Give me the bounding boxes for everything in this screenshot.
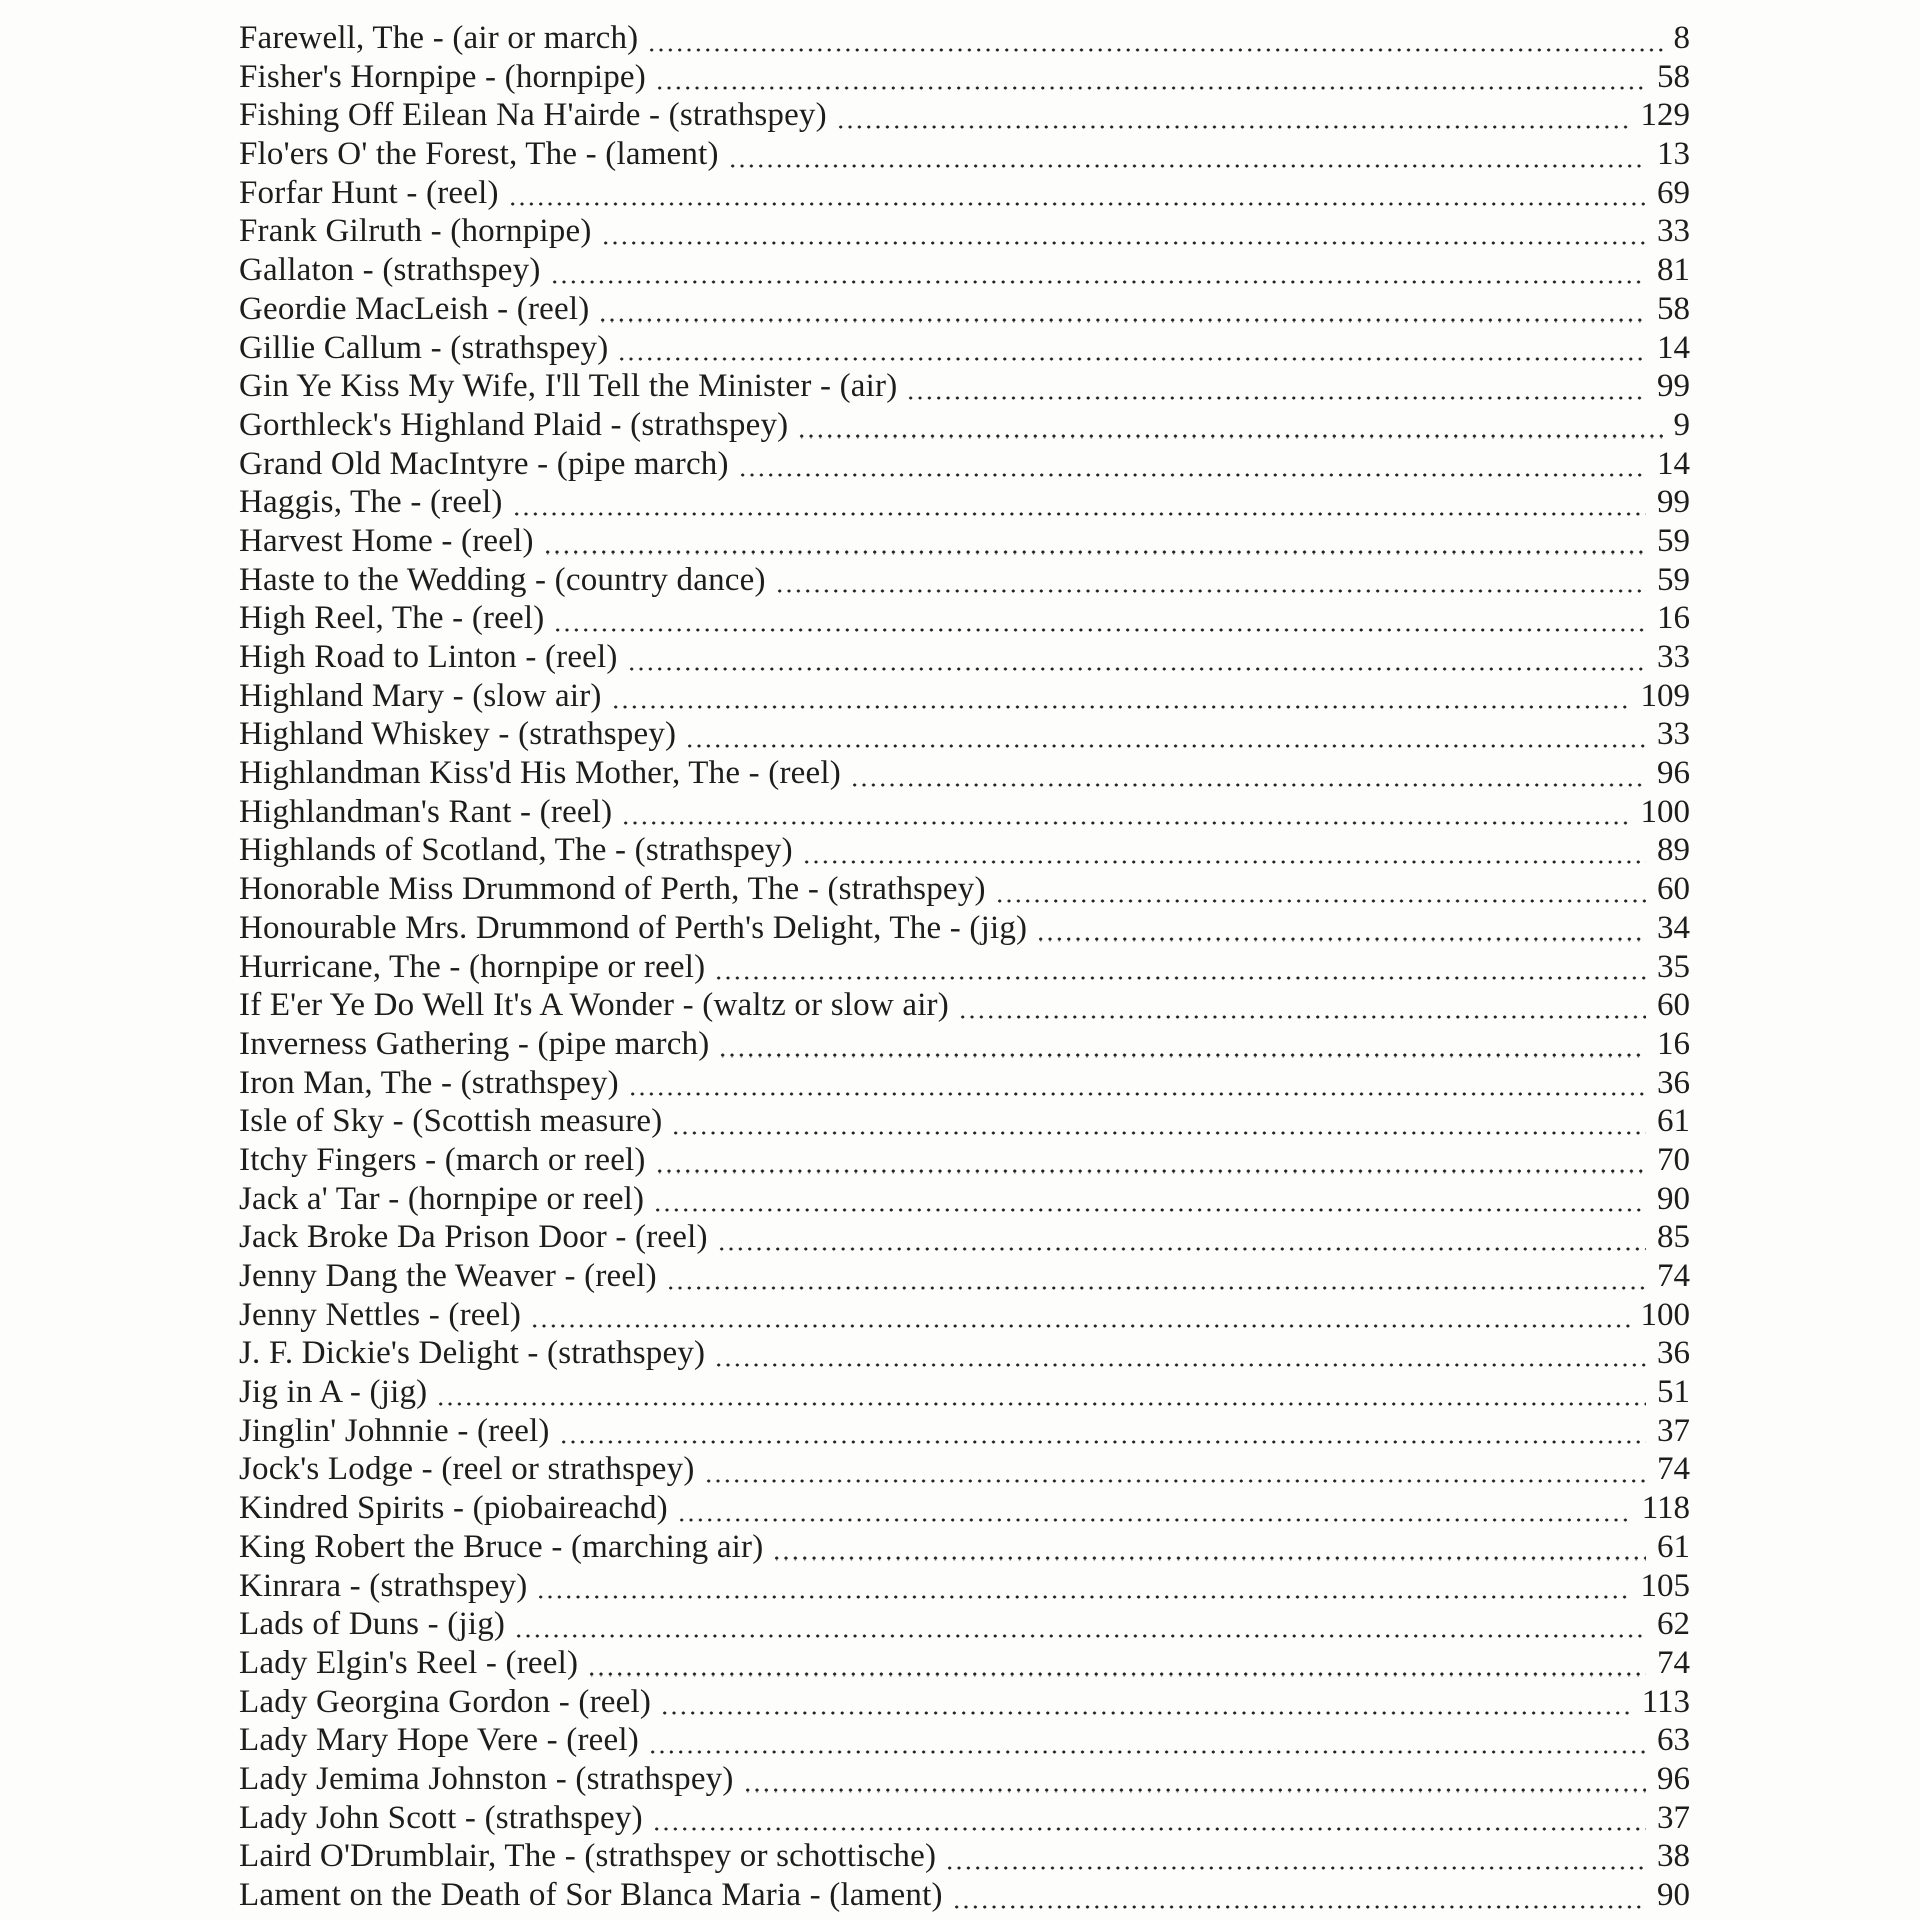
tune-title: If E'er Ye Do Well It's A Wonder - (waltz or slow air) bbox=[239, 987, 949, 1024]
dot-leader bbox=[1036, 937, 1646, 941]
page-number: 16 bbox=[1657, 600, 1690, 637]
tune-title: Highlandman Kiss'd His Mother, The - (reel) bbox=[239, 755, 841, 792]
tune-title: Gin Ye Kiss My Wife, I'll Tell the Minister - (air) bbox=[239, 368, 898, 405]
page-number: 74 bbox=[1657, 1451, 1690, 1488]
toc-entry-row bbox=[239, 1684, 1690, 1723]
dot-leader bbox=[802, 860, 1646, 864]
page-number: 8 bbox=[1673, 20, 1690, 56]
tune-title: Iron Man, The - (strathspey) bbox=[239, 1064, 619, 1101]
tune-title: Highland Mary - (slow air) bbox=[239, 677, 602, 714]
tune-title: Lady Mary Hope Vere - (reel) bbox=[239, 1722, 639, 1759]
dot-leader bbox=[536, 1595, 1629, 1599]
dot-leader bbox=[647, 48, 1662, 52]
dot-leader bbox=[850, 783, 1646, 787]
page-number: 109 bbox=[1640, 677, 1690, 714]
page-number: 58 bbox=[1657, 58, 1690, 95]
tune-title: Honourable Mrs. Drummond of Perth's Delight, The - (jig) bbox=[239, 909, 1028, 946]
dot-leader bbox=[601, 241, 1646, 245]
dot-leader bbox=[512, 512, 1646, 516]
page-number: 51 bbox=[1657, 1374, 1690, 1411]
page-number: 74 bbox=[1657, 1258, 1690, 1294]
tune-title: Harvest Home - (reel) bbox=[239, 522, 534, 559]
toc-entry-row bbox=[239, 1490, 1690, 1529]
dot-leader bbox=[836, 125, 1630, 129]
toc-entry-row bbox=[239, 1529, 1690, 1568]
toc-entry-row bbox=[239, 1026, 1690, 1065]
toc-entry-row bbox=[239, 1374, 1690, 1413]
page-number: 96 bbox=[1657, 1760, 1690, 1797]
toc-entry-row bbox=[239, 910, 1690, 949]
tune-title: King Robert the Bruce - (marching air) bbox=[239, 1528, 764, 1565]
page-number: 14 bbox=[1657, 445, 1690, 482]
page-number: 89 bbox=[1657, 832, 1690, 869]
page-number: 35 bbox=[1657, 948, 1690, 985]
page-number: 100 bbox=[1640, 793, 1690, 830]
tune-title: Lady John Scott - (strathspey) bbox=[239, 1799, 643, 1836]
tune-title: Honorable Miss Drummond of Perth, The - (strathspey) bbox=[239, 871, 986, 908]
tune-title: Flo'ers O' the Forest, The - (lament) bbox=[239, 136, 719, 173]
toc-entry-row bbox=[239, 562, 1690, 601]
toc-entry-row bbox=[239, 330, 1690, 369]
toc-entry-row bbox=[239, 987, 1690, 1026]
page-number: 38 bbox=[1657, 1838, 1690, 1875]
dot-leader bbox=[738, 473, 1646, 477]
dot-leader bbox=[553, 628, 1646, 632]
tune-title: High Reel, The - (reel) bbox=[239, 600, 545, 637]
page-number: 99 bbox=[1657, 368, 1690, 405]
dot-leader bbox=[714, 976, 1646, 980]
dot-leader bbox=[718, 1053, 1646, 1057]
tune-title: Forfar Hunt - (reel) bbox=[239, 174, 499, 211]
dot-leader bbox=[797, 434, 1662, 438]
page-number: 9 bbox=[1673, 406, 1690, 443]
toc-entry-row bbox=[239, 1451, 1690, 1490]
toc-entry-row bbox=[239, 407, 1690, 446]
toc-entry-row bbox=[239, 871, 1690, 910]
toc-entry-row bbox=[239, 1761, 1690, 1800]
tune-title: High Road to Linton - (reel) bbox=[239, 639, 618, 675]
tune-title: J. F. Dickie's Delight - (strathspey) bbox=[239, 1335, 706, 1372]
page-number: 36 bbox=[1657, 1335, 1690, 1372]
toc-entry-row bbox=[239, 794, 1690, 833]
tune-title: Jenny Dang the Weaver - (reel) bbox=[239, 1258, 657, 1294]
tune-title: Jack Broke Da Prison Door - (reel) bbox=[239, 1219, 708, 1256]
page-number: 100 bbox=[1640, 1296, 1690, 1333]
page-number: 90 bbox=[1657, 1877, 1690, 1913]
page-number: 90 bbox=[1657, 1180, 1690, 1217]
toc-entry-row bbox=[239, 949, 1690, 988]
tune-title: Lads of Duns - (jig) bbox=[239, 1606, 506, 1643]
page-number: 13 bbox=[1657, 136, 1690, 173]
dot-leader bbox=[775, 589, 1646, 593]
dot-leader bbox=[550, 280, 1646, 284]
dot-leader bbox=[628, 1092, 1646, 1096]
dot-leader bbox=[653, 1208, 1646, 1212]
toc-entry-row bbox=[239, 523, 1690, 562]
toc-entry-row bbox=[239, 1645, 1690, 1684]
page-number: 37 bbox=[1657, 1799, 1690, 1836]
page-number: 63 bbox=[1657, 1722, 1690, 1759]
tune-title: Jig in A - (jig) bbox=[239, 1374, 428, 1411]
dot-leader bbox=[743, 1788, 1646, 1792]
toc-entry-row bbox=[239, 291, 1690, 330]
tune-title: Haste to the Wedding - (country dance) bbox=[239, 561, 766, 598]
dot-leader bbox=[648, 1750, 1646, 1754]
page-number: 16 bbox=[1657, 1025, 1690, 1062]
tune-title: Jack a' Tar - (hornpipe or reel) bbox=[239, 1180, 645, 1217]
toc-entry-row bbox=[239, 368, 1690, 407]
dot-leader bbox=[621, 821, 1629, 825]
page-number: 85 bbox=[1657, 1219, 1690, 1256]
page-number: 118 bbox=[1641, 1490, 1690, 1527]
toc-entry-row bbox=[239, 1065, 1690, 1104]
toc-entry-row bbox=[239, 600, 1690, 639]
tune-title: Highlands of Scotland, The - (strathspey) bbox=[239, 832, 793, 869]
page-number: 81 bbox=[1657, 252, 1690, 289]
toc-entry-row bbox=[239, 1219, 1690, 1258]
page-number: 70 bbox=[1657, 1141, 1690, 1178]
tune-title: Highland Whiskey - (strathspey) bbox=[239, 716, 677, 753]
tune-title: Kindred Spirits - (piobaireachd) bbox=[239, 1490, 668, 1527]
tune-title: Fishing Off Eilean Na H'airde - (strathspey) bbox=[239, 97, 827, 134]
page-number: 34 bbox=[1657, 909, 1690, 946]
toc-entry-row bbox=[239, 1838, 1690, 1877]
tune-title: Grand Old MacIntyre - (pipe march) bbox=[239, 445, 729, 482]
toc-entry-row bbox=[239, 1142, 1690, 1181]
page-number: 14 bbox=[1657, 329, 1690, 366]
dot-leader bbox=[906, 396, 1646, 400]
toc-entry-row bbox=[239, 1297, 1690, 1336]
page-number: 36 bbox=[1657, 1064, 1690, 1101]
dot-leader bbox=[611, 705, 1630, 709]
toc-entry-row bbox=[239, 175, 1690, 214]
tune-title: Laird O'Drumblair, The - (strathspey or schottische) bbox=[239, 1838, 937, 1875]
toc-entry-row bbox=[239, 1103, 1690, 1142]
tune-title: Haggis, The - (reel) bbox=[239, 484, 503, 521]
dot-leader bbox=[436, 1402, 1646, 1406]
page-number: 33 bbox=[1657, 639, 1690, 675]
page-number: 129 bbox=[1640, 97, 1690, 134]
toc-entry-row bbox=[239, 20, 1690, 59]
dot-leader bbox=[655, 86, 1646, 90]
toc-entry-row bbox=[239, 1568, 1690, 1607]
dot-leader bbox=[559, 1440, 1646, 1444]
tune-title: Inverness Gathering - (pipe march) bbox=[239, 1025, 710, 1062]
dot-leader bbox=[685, 744, 1646, 748]
tune-title: Itchy Fingers - (march or reel) bbox=[239, 1141, 646, 1178]
toc-entry-row bbox=[239, 1800, 1690, 1839]
dot-leader bbox=[958, 1015, 1646, 1019]
page-number: 99 bbox=[1657, 484, 1690, 521]
page-number: 59 bbox=[1657, 561, 1690, 598]
tune-title: Gillie Callum - (strathspey) bbox=[239, 329, 609, 366]
toc-entry-row bbox=[239, 1335, 1690, 1374]
dot-leader bbox=[660, 1711, 1631, 1715]
tune-title: Jock's Lodge - (reel or strathspey) bbox=[239, 1451, 695, 1488]
dot-leader bbox=[514, 1634, 1646, 1638]
toc-entry-row bbox=[239, 755, 1690, 794]
page-number: 60 bbox=[1657, 871, 1690, 908]
dot-leader bbox=[952, 1905, 1646, 1909]
dot-leader bbox=[728, 164, 1646, 168]
tune-title: Kinrara - (strathspey) bbox=[239, 1567, 528, 1604]
toc-entry-row bbox=[239, 213, 1690, 252]
toc-entry-row bbox=[239, 97, 1690, 136]
toc-entry-row bbox=[239, 1413, 1690, 1452]
tune-title: Lady Jemima Johnston - (strathspey) bbox=[239, 1760, 734, 1797]
page-number: 74 bbox=[1657, 1644, 1690, 1681]
page-number: 105 bbox=[1640, 1567, 1690, 1604]
dot-leader bbox=[677, 1518, 1631, 1522]
dot-leader bbox=[772, 1556, 1646, 1560]
toc-entry-row bbox=[239, 1606, 1690, 1645]
tune-title: Geordie MacLeish - (reel) bbox=[239, 290, 590, 327]
toc-entry-row bbox=[239, 716, 1690, 755]
page-number: 61 bbox=[1657, 1528, 1690, 1565]
toc-entry-row bbox=[239, 446, 1690, 485]
dot-leader bbox=[717, 1247, 1646, 1251]
tune-title: Isle of Sky - (Scottish measure) bbox=[239, 1103, 663, 1140]
toc-entry-row bbox=[239, 1181, 1690, 1220]
dot-leader bbox=[543, 550, 1646, 554]
page-number: 59 bbox=[1657, 522, 1690, 559]
page-number: 33 bbox=[1657, 716, 1690, 753]
dot-leader bbox=[671, 1131, 1646, 1135]
toc-entry-row bbox=[239, 1258, 1690, 1297]
tune-title: Gallaton - (strathspey) bbox=[239, 252, 541, 289]
dot-leader bbox=[704, 1479, 1646, 1483]
tune-title: Lament on the Death of Sor Blanca Maria - (lament) bbox=[239, 1877, 943, 1913]
dot-leader bbox=[995, 899, 1646, 903]
page-number: 113 bbox=[1641, 1683, 1690, 1720]
tune-title: Jenny Nettles - (reel) bbox=[239, 1296, 522, 1333]
toc-entry-row bbox=[239, 1722, 1690, 1761]
dot-leader bbox=[945, 1866, 1646, 1870]
toc-entry-row bbox=[239, 484, 1690, 523]
toc-entry-row bbox=[239, 252, 1690, 291]
dot-leader bbox=[655, 1169, 1646, 1173]
toc-entry-row bbox=[239, 1877, 1690, 1916]
page-number: 96 bbox=[1657, 755, 1690, 792]
dot-leader bbox=[627, 667, 1646, 671]
tune-title: Gorthleck's Highland Plaid - (strathspey) bbox=[239, 406, 789, 443]
dot-leader bbox=[530, 1324, 1629, 1328]
tune-title: Highlandman's Rant - (reel) bbox=[239, 793, 613, 830]
toc-entry-row bbox=[239, 678, 1690, 717]
tune-title: Jinglin' Johnnie - (reel) bbox=[239, 1412, 550, 1449]
tune-title: Frank Gilruth - (hornpipe) bbox=[239, 213, 592, 250]
toc-entry-row bbox=[239, 639, 1690, 678]
page-number: 61 bbox=[1657, 1103, 1690, 1140]
page-number: 62 bbox=[1657, 1606, 1690, 1643]
tune-title: Farewell, The - (air or march) bbox=[239, 20, 639, 56]
page-number: 58 bbox=[1657, 290, 1690, 327]
toc-entry-row bbox=[239, 59, 1690, 98]
page-number: 60 bbox=[1657, 987, 1690, 1024]
toc-entry-row bbox=[239, 832, 1690, 871]
tune-title: Lady Georgina Gordon - (reel) bbox=[239, 1683, 652, 1720]
dot-leader bbox=[587, 1672, 1646, 1676]
toc-entry-row bbox=[239, 136, 1690, 175]
tune-title: Fisher's Hornpipe - (hornpipe) bbox=[239, 58, 646, 95]
tune-title: Lady Elgin's Reel - (reel) bbox=[239, 1644, 579, 1681]
dot-leader bbox=[508, 202, 1646, 206]
page-number: 69 bbox=[1657, 174, 1690, 211]
tune-title: Hurricane, The - (hornpipe or reel) bbox=[239, 948, 706, 985]
dot-leader bbox=[666, 1286, 1646, 1290]
dot-leader bbox=[598, 318, 1646, 322]
dot-leader bbox=[714, 1363, 1646, 1367]
dot-leader bbox=[652, 1827, 1646, 1831]
page-number: 37 bbox=[1657, 1412, 1690, 1449]
dot-leader bbox=[617, 357, 1646, 361]
page-number: 33 bbox=[1657, 213, 1690, 250]
